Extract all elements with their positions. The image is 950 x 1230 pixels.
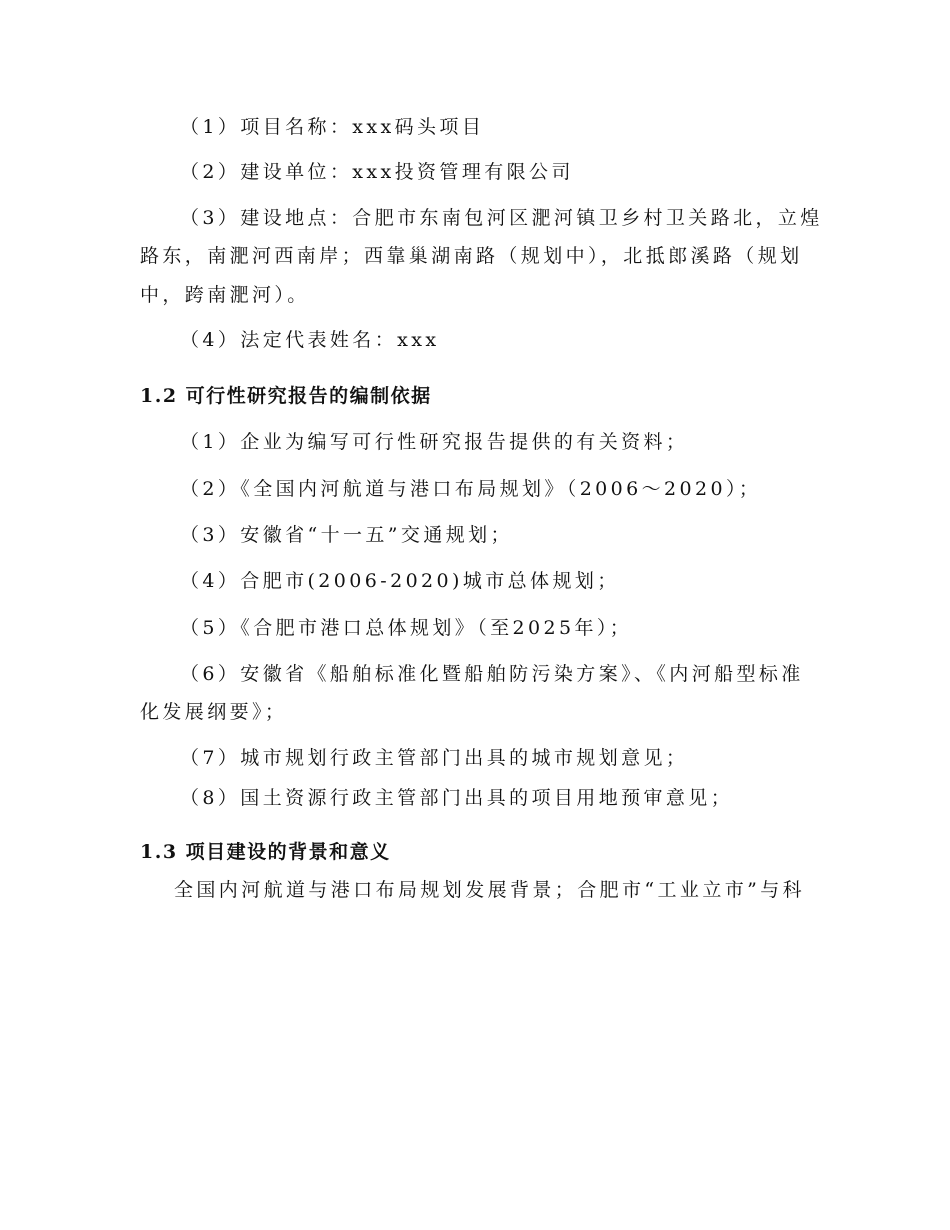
background-paragraph: 全国内河航道与港口布局规划发展背景；合肥市“工业立市”与科 bbox=[174, 879, 806, 901]
basis-item: （7）城市规划行政主管部门出具的城市规划意见； bbox=[180, 747, 689, 769]
basis-item: （2）《全国内河航道与港口布局规划》（2006～2020）； bbox=[180, 478, 762, 500]
legal-representative-item: （4）法定代表姓名：xxx bbox=[180, 329, 440, 351]
project-name-item: （1）项目名称：xxx码头项目 bbox=[180, 116, 485, 138]
construction-site-item-cont-1: 路东，南淝河西南岸；西靠巢湖南路（规划中），北抵郎溪路（规划 bbox=[140, 245, 803, 267]
basis-item-cont: 化发展纲要》； bbox=[140, 701, 288, 723]
basis-item: （4）合肥市(2006-2020)城市总体规划； bbox=[180, 570, 620, 592]
basis-item: （8）国土资源行政主管部门出具的项目用地预审意见； bbox=[180, 787, 734, 809]
construction-site-item: （3）建设地点：合肥市东南包河区淝河镇卫乡村卫关路北，立煌 bbox=[180, 207, 823, 229]
construction-unit-item: （2）建设单位：xxx投资管理有限公司 bbox=[180, 161, 574, 183]
section-heading-1-2: 1.2 可行性研究报告的编制依据 bbox=[140, 385, 432, 407]
basis-item: （1）企业为编写可行性研究报告提供的有关资料； bbox=[180, 431, 689, 453]
basis-item: （5）《合肥市港口总体规划》（至2025年）； bbox=[180, 617, 633, 639]
basis-item: （6）安徽省《船舶标准化暨船舶防污染方案》、《内河船型标准 bbox=[180, 663, 804, 685]
section-heading-1-3: 1.3 项目建设的背景和意义 bbox=[140, 841, 391, 863]
basis-item: （3）安徽省“十一五”交通规划； bbox=[180, 524, 513, 546]
construction-site-item-cont-2: 中，跨南淝河）。 bbox=[140, 284, 310, 306]
